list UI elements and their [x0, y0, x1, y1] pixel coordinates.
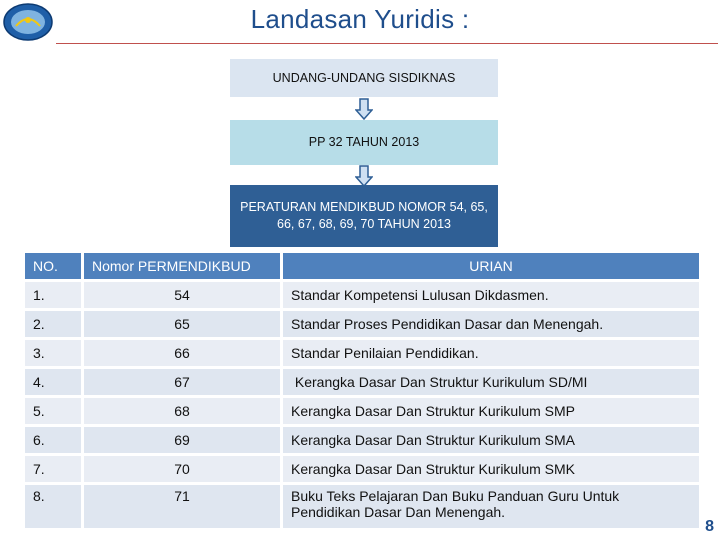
- cell-no: 3.: [25, 340, 81, 366]
- cell-no: 5.: [25, 398, 81, 424]
- cell-no: 6.: [25, 427, 81, 453]
- flow-box-pp: PP 32 TAHUN 2013: [230, 120, 498, 165]
- cell-nomor: 69: [84, 427, 280, 453]
- cell-urian: Kerangka Dasar Dan Struktur Kurikulum SD/MI: [283, 369, 699, 395]
- cell-no: 1.: [25, 282, 81, 308]
- cell-urian: Kerangka Dasar Dan Struktur Kurikulum SMP: [283, 398, 699, 424]
- cell-urian: Buku Teks Pelajaran Dan Buku Panduan Guru Untuk Pendidikan Dasar Dan Menengah.: [283, 485, 699, 528]
- cell-nomor: 54: [84, 282, 280, 308]
- table-row: [25, 340, 699, 366]
- cell-no: 8.: [25, 485, 81, 528]
- cell-urian: Kerangka Dasar Dan Struktur Kurikulum SMK: [283, 456, 699, 482]
- cell-nomor: 68: [84, 398, 280, 424]
- table-row: [25, 398, 699, 424]
- cell-nomor: 66: [84, 340, 280, 366]
- cell-no: 4.: [25, 369, 81, 395]
- header-no: NO.: [25, 253, 81, 279]
- header-nomor: Nomor PERMENDIKBUD: [84, 253, 280, 279]
- page-title: Landasan Yuridis :: [250, 4, 470, 34]
- cell-urian: Standar Penilaian Pendidikan.: [283, 340, 699, 366]
- table-row: [25, 282, 699, 308]
- header-urian: URIAN: [283, 253, 699, 279]
- cell-nomor: 65: [84, 311, 280, 337]
- cell-no: 2.: [25, 311, 81, 337]
- cell-no: 7.: [25, 456, 81, 482]
- arrow-down-icon: [355, 98, 373, 120]
- cell-nomor: 71: [84, 485, 280, 528]
- page-number: 8: [705, 518, 714, 535]
- cell-nomor: 70: [84, 456, 280, 482]
- cell-urian: Kerangka Dasar Dan Struktur Kurikulum SMA: [283, 427, 699, 453]
- title-divider: [56, 43, 718, 44]
- flow-box-peraturan: PERATURAN MENDIKBUD NOMOR 54, 65, 66, 67, 68, 69, 70 TAHUN 2013: [230, 185, 498, 247]
- table-row: [25, 311, 699, 337]
- table-row: [25, 427, 699, 453]
- cell-nomor: 67: [84, 369, 280, 395]
- flow-box-undang-undang: UNDANG-UNDANG SISDIKNAS: [230, 59, 498, 97]
- table-row: [25, 369, 699, 395]
- arrow-down-icon: [355, 165, 373, 187]
- cell-urian: Standar Proses Pendidikan Dasar dan Menengah.: [283, 311, 699, 337]
- table-header-row: [25, 253, 699, 279]
- cell-urian: Standar Kompetensi Lulusan Dikdasmen.: [283, 282, 699, 308]
- table-row: [25, 456, 699, 482]
- permendikbud-table: [22, 250, 702, 531]
- table-row: [25, 485, 699, 528]
